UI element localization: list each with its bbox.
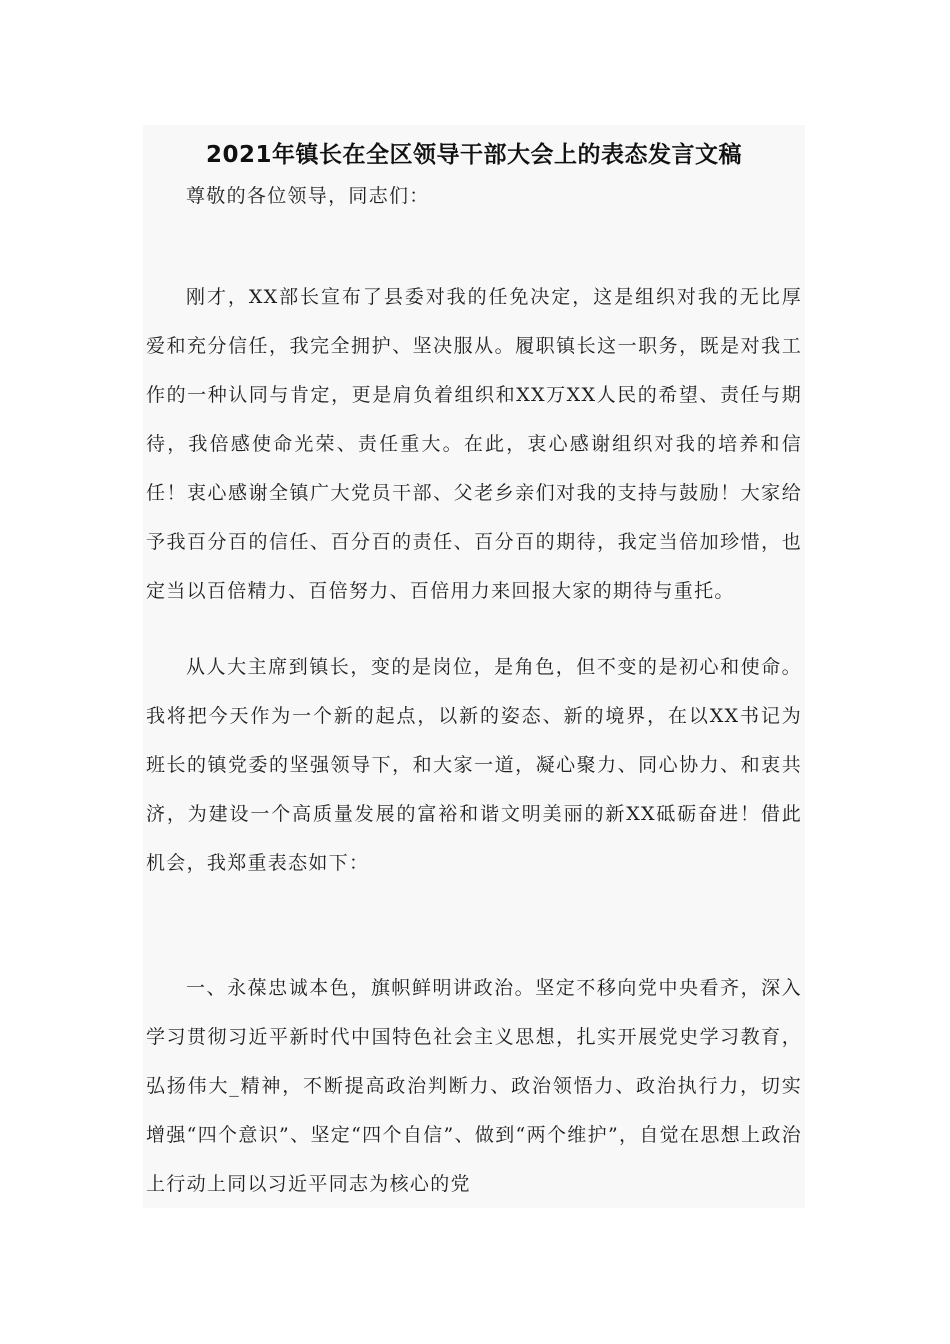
document-page xyxy=(143,125,805,1208)
body-paragraph-1: 刚才，XX部长宣布了县委对我的任免决定，这是组织对我的无比厚爱和充分信任，我完全拥护、坚决服从。履职镇长这一职务，既是对我工作的一种认同与肯定，更是肩负着组织和XX万XX人民的希望、责任与期待，我倍感使命光荣、责任重大。在此，衷心感谢组织对我的培养和信任！衷心感谢全镇广大党员干部、父老乡亲们对我的支持与鼓励！大家给予我百分百的信任、百分百的责任、百分百的期待，我定当倍加珍惜，也定当以百倍精力、百倍努力、百倍用力来回报大家的期待与重托。 xyxy=(146,286,802,602)
body-paragraph-2: 从人大主席到镇长，变的是岗位，是角色，但不变的是初心和使命。我将把今天作为一个新的起点，以新的姿态、新的境界，在以XX书记为班长的镇党委的坚强领导下，和大家一道，凝心聚力、同心协力、和衷共济，为建设一个高质量发展的富裕和谐文明美丽的新XX砥砺奋进！借此机会，我郑重表态如下： xyxy=(146,656,802,874)
salutation-paragraph: 尊敬的各位领导，同志们： xyxy=(186,185,430,207)
document-title: 2021年镇长在全区领导干部大会上的表态发言文稿 xyxy=(205,142,742,168)
body-paragraph-3: 一、永葆忠诚本色，旗帜鲜明讲政治。坚定不移向党中央看齐，深入学习贯彻习近平新时代中国特色社会主义思想，扎实开展党史学习教育，弘扬伟大_精神，不断提高政治判断力、政治领悟力、政治执行力，切实增强“四个意识”、坚定“四个自信”、做到“两个维护”，自觉在思想上政治上行动上同以习近平同志为核心的党 xyxy=(146,977,802,1195)
